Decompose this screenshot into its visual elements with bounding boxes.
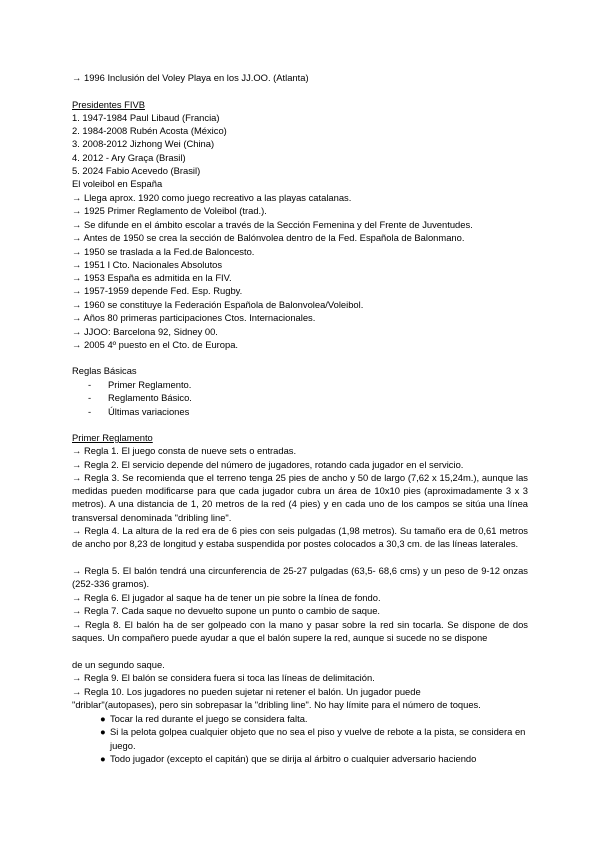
president-item: 4. 2012 - Ary Graça (Brasil)	[72, 152, 186, 163]
regla-4: → Regla 4. La altura de la red era de 6 pies con seis pulgadas (1,98 metros). Su tamaño era de 0,61 metros de ancho por 8,23 de longitud y estaba suspendida por postes colocados a 30,3 cm. de las líneas laterales.	[72, 525, 528, 550]
regla-10-cont: "driblar"(autopases), pero sin sobrepasar la "dribling line". No hay límite para el número de toques.	[72, 699, 481, 710]
espana-item: → 1951 I Cto. Nacionales Absolutos	[72, 259, 223, 270]
reglas-item: Primer Reglamento.	[108, 379, 192, 390]
primer-reglamento-heading: Primer Reglamento	[72, 432, 153, 443]
espana-item: → 1925 Primer Reglamento de Voleibol (trad.).	[72, 205, 267, 216]
espana-item: → 1957-1959 depende Fed. Esp. Rugby.	[72, 285, 243, 296]
reglas-item: Reglamento Básico.	[108, 392, 192, 403]
president-item: 3. 2008-2012 Jizhong Wei (China)	[72, 138, 215, 149]
president-item: 2. 1984-2008 Rubén Acosta (México)	[72, 125, 227, 136]
espana-item: → Antes de 1950 se crea la sección de Balónvolea dentro de la Fed. Española de Balonmano.	[72, 232, 465, 243]
bullet-dot: ●	[100, 753, 106, 764]
dash-marker: -	[88, 406, 92, 417]
bullet-dot: ●	[100, 726, 106, 737]
espana-item: → 2005 4º puesto en el Cto. de Europa.	[72, 339, 239, 350]
regla-6: → Regla 6. El jugador al saque ha de tener un pie sobre la línea de fondo.	[72, 592, 381, 603]
regla-8-cont: de un segundo saque.	[72, 659, 165, 670]
dash-marker: -	[88, 392, 92, 403]
espana-item: → 1950 se traslada a la Fed.de Baloncesto.	[72, 246, 255, 257]
reglas-heading: Reglas Básicas	[72, 365, 137, 376]
intro-line: → 1996 Inclusión del Voley Playa en los JJ.OO. (Atlanta)	[72, 72, 309, 83]
regla-2: → Regla 2. El servicio depende del número de jugadores, rotando cada jugador en el servicio.	[72, 459, 464, 470]
espana-item: → JJOO: Barcelona 92, Sidney 00.	[72, 326, 218, 337]
regla-3: → Regla 3. Se recomienda que el terreno tenga 25 pies de ancho y 50 de largo (7,62 x 15,24m.), aunque las medidas pueden modificarse para que cada jugador cubra un área de 10x10 pies (aproximadamente 3 x 3 metros). A una distancia de 1, 20 metros de la red (4 pies) y en cada uno de los campos se sitúa una línea transversal denominada "dribling line".	[72, 472, 528, 523]
espana-item: → 1960 se constituye la Federación Española de Balonvolea/Voleibol.	[72, 299, 364, 310]
espana-item: → 1953 España es admitida en la FIV.	[72, 272, 232, 283]
regla-10-bullet: Todo jugador (excepto el capitán) que se dirija al árbitro o cualquier adversario haciendo	[110, 753, 477, 764]
regla-10: → Regla 10. Los jugadores no pueden sujetar ni retener el balón. Un jugador puede	[72, 686, 421, 697]
espana-item: → Se difunde en el ámbito escolar a través de la Sección Femenina y del Frente de Juventudes.	[72, 219, 473, 230]
bullet-dot: ●	[100, 713, 106, 724]
president-item: 1. 1947-1984 Paul Libaud (Francia)	[72, 112, 220, 123]
regla-1: → Regla 1. El juego consta de nueve sets o entradas.	[72, 445, 297, 456]
presidentes-heading: Presidentes FIVB	[72, 99, 145, 110]
espana-item: → Años 80 primeras participaciones Ctos. Internacionales.	[72, 312, 316, 323]
regla-8: → Regla 8. El balón ha de ser golpeado con la mano y pasar sobre la red sin tocarla. Se dispone de dos saques. Un compañero puede ayudar a que el balón supere la red, aunque si sucede no se dispone	[72, 619, 528, 644]
regla-5: → Regla 5. El balón tendrá una circunferencia de 25-27 pulgadas (63,5- 68,6 cms) y un peso de 9-12 onzas (252-336 gramos).	[72, 565, 528, 590]
president-item: 5. 2024 Fabio Acevedo (Brasil)	[72, 165, 201, 176]
reglas-item: Últimas variaciones	[108, 406, 190, 417]
regla-10-bullet: Tocar la red durante el juego se considera falta.	[110, 713, 308, 724]
espana-item: → Llega aprox. 1920 como juego recreativo a las playas catalanas.	[72, 192, 352, 203]
dash-marker: -	[88, 379, 92, 390]
espana-heading: El voleibol en España	[72, 178, 163, 189]
regla-10-bullet: Si la pelota golpea cualquier objeto que no sea el piso y vuelve de rebote a la pista, se considera en juego.	[110, 726, 526, 751]
regla-7: → Regla 7. Cada saque no devuelto supone un punto o cambio de saque.	[72, 605, 381, 616]
regla-9: → Regla 9. El balón se considera fuera si toca las líneas de delimitación.	[72, 672, 375, 683]
